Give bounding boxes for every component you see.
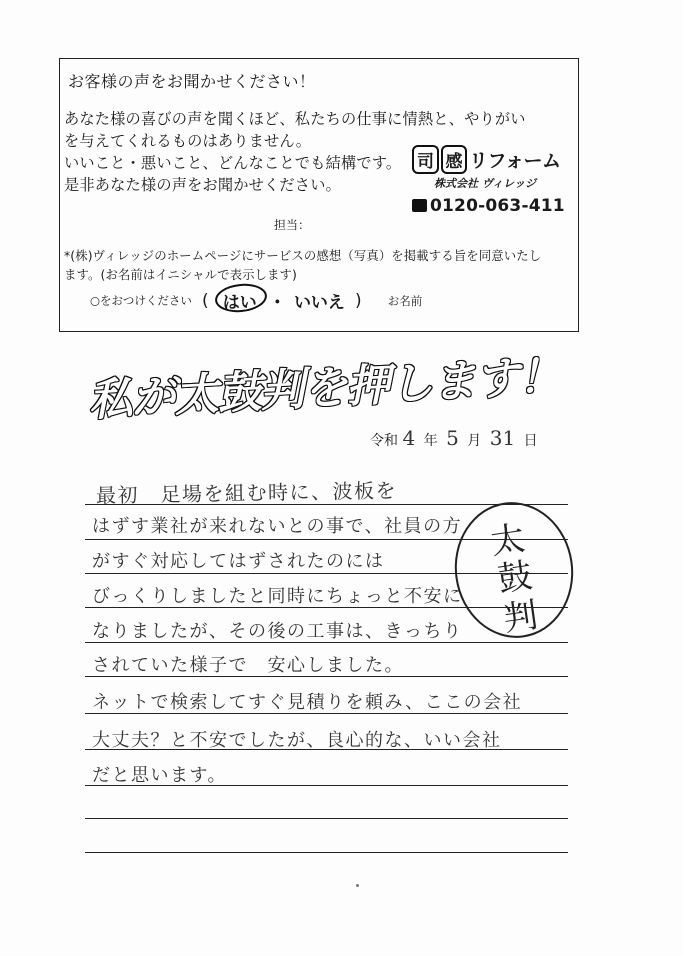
phone-number: 0120-063-411 xyxy=(430,196,565,216)
date-day: 31 xyxy=(489,426,516,450)
scan-speck xyxy=(356,884,359,887)
comment-line: ネットで検索してすぐ見積りを頼み、ここの会社 xyxy=(92,692,523,713)
notice-line: 是非あなた様の声をお聞かせください。 xyxy=(64,176,341,194)
consent-choice-row xyxy=(90,288,422,313)
brand-company: 株式会社 ヴィレッジ xyxy=(434,177,537,190)
stamp-char: 鼓 xyxy=(495,555,535,601)
selection-circle xyxy=(213,281,268,314)
brand-logo-mark: 感 xyxy=(441,145,468,174)
brand-logo-mark: 司 xyxy=(412,145,439,174)
paren-open: ( xyxy=(202,290,209,311)
notice-box xyxy=(59,58,579,332)
notice-line: あなた様の喜びの声を聞くほど、私たちの仕事に情熱と、やりがい xyxy=(64,110,526,128)
date-era: 令和 xyxy=(370,433,398,449)
date-day-unit: 日 xyxy=(523,433,538,449)
choice-no[interactable]: いいえ xyxy=(293,293,345,313)
staff-label: 担当： xyxy=(274,218,311,232)
consent-text: ます。(お名前はイニシャルで表示します) xyxy=(64,267,297,282)
stamp-char: 太 xyxy=(488,518,528,563)
notice-line: いいこと・悪いこと、どんなことでも結構です。 xyxy=(64,154,402,172)
brand-phone xyxy=(412,196,565,216)
comment-line: びっくりしましたと同時にちょっと不安に xyxy=(92,586,463,607)
comment-line: だと思います。 xyxy=(92,765,228,786)
notice-line: を与えてくれるものはありません。 xyxy=(64,132,312,150)
taikoban-stamp xyxy=(446,494,582,645)
date-year-unit: 年 xyxy=(423,433,438,449)
choice-yes[interactable] xyxy=(219,288,261,313)
choice-separator: ・ xyxy=(268,293,286,313)
date-year: 4 xyxy=(402,426,416,450)
comment-line: はずす業社が来れないとの事で、社員の方 xyxy=(92,516,463,537)
slogan-heading: 私が太鼓判を押します！ xyxy=(87,350,563,427)
comment-line: 最初 足場を組む時に、波板を xyxy=(95,478,398,508)
choice-yes-label: はい xyxy=(222,293,257,313)
notice-title: お客様の声をお聞かせください！ xyxy=(68,72,316,91)
date-row xyxy=(370,426,542,450)
date-month: 5 xyxy=(446,426,459,450)
paren-close: ) xyxy=(355,290,362,311)
comment-line: されていた様子で 安心しました。 xyxy=(92,655,404,676)
comment-line: なりましたが、その後の工事は、きっちり xyxy=(92,621,463,642)
phone-icon xyxy=(412,199,427,212)
consent-text: *(株)ヴィレッジのホームページにサービスの感想（写真）を掲載する旨を同意いたし xyxy=(64,248,542,263)
brand-logo-text: リフォーム xyxy=(469,150,561,172)
ruled-line xyxy=(85,818,568,819)
stamp-char: 判 xyxy=(501,595,541,640)
date-month-unit: 月 xyxy=(467,433,482,449)
comment-line: 大丈夫？と不安でしたが、良心的な、いい会社 xyxy=(92,730,502,751)
name-label: お名前 xyxy=(387,293,423,308)
brand-logo xyxy=(412,145,561,174)
comment-line: がすぐ対応してはずされたのには xyxy=(92,551,385,572)
ruled-line xyxy=(85,852,568,853)
choice-instruction: ○をおつけください xyxy=(90,293,192,308)
